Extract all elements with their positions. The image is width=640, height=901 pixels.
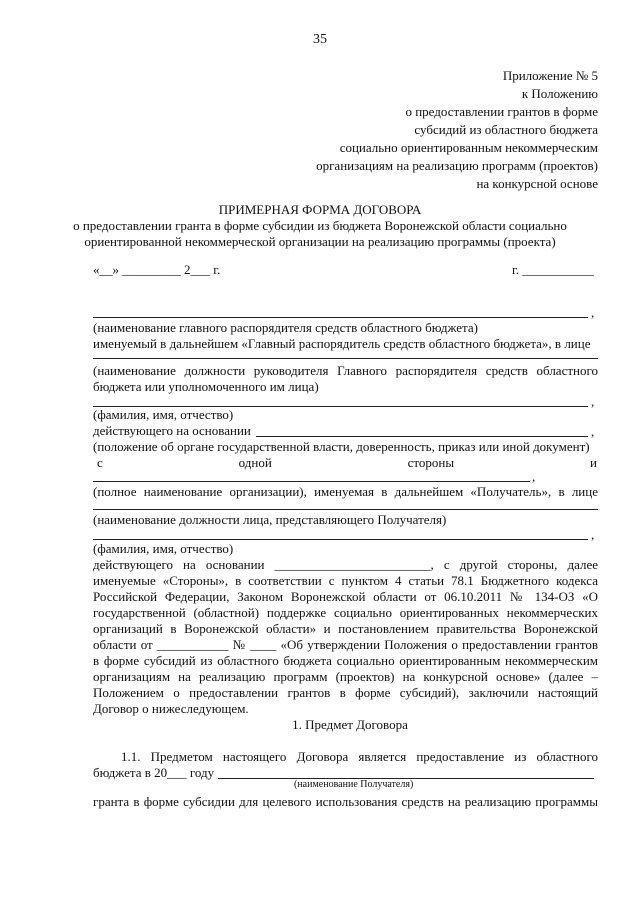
- appendix-line: о предоставлении грантов в форме: [405, 104, 598, 119]
- hint-fio: (фамилия, имя, отчество): [93, 541, 234, 556]
- hint-fio: (фамилия, имя, отчество): [93, 407, 234, 422]
- appendix-line: организациям на реализацию программ (проектов): [316, 158, 598, 173]
- paragraph-line: 1.1. Предметом настоящего Договора является предоставление из областного: [121, 749, 598, 764]
- city-field: г. ___________: [512, 262, 594, 277]
- word: с: [97, 455, 103, 470]
- document-subtitle-line: ориентированной некоммерческой организации на реализацию программы (проекта): [84, 234, 556, 249]
- hint-position-recipient: (наименование должности лица, представляющего Получателя): [93, 512, 447, 527]
- blank-line: [93, 539, 588, 540]
- appendix-block: [98, 67, 598, 193]
- hint-recipient: (наименование Получателя): [294, 779, 414, 790]
- date-field: «__» _________ 2___ г.: [93, 262, 221, 277]
- paragraph-line: именуемые «Стороны», в соответствии с пунктом 4 статьи 78.1 Бюджетного кодекса: [93, 573, 598, 588]
- blank-line: [93, 358, 598, 359]
- blank-line: [93, 317, 588, 318]
- word: стороны: [407, 455, 455, 470]
- blank-line: [93, 481, 530, 482]
- hint-position: (наименование должности руководителя Главного распорядителя средств областного: [93, 363, 598, 378]
- paragraph-line: области от ___________ № ____ «Об утверждении Положения о предоставлении грантов: [93, 637, 598, 652]
- hint-basis: (положение об органе государственной власти, доверенность, приказ или иной документ): [93, 439, 590, 454]
- acting-basis-text: действующего на основании: [93, 423, 251, 438]
- blank-line: [93, 509, 598, 510]
- paragraph-line: бюджета в 20___ году: [93, 765, 215, 780]
- paragraph-line: действующего на основании ________________________, с другой стороны, далее: [93, 557, 598, 572]
- appendix-line: Приложение № 5: [502, 68, 598, 83]
- hint-main-manager: (наименование главного распорядителя средств областного бюджета): [93, 320, 478, 335]
- section-heading: 1. Предмет Договора: [292, 717, 408, 732]
- appendix-line: на конкурсной основе: [476, 176, 598, 191]
- paragraph-line: Российской Федерации, Законом Воронежской области от 06.10.2011 № 134-ОЗ «О: [93, 589, 598, 604]
- blank-line: [256, 436, 588, 437]
- comma: ,: [591, 305, 595, 320]
- comma: ,: [532, 469, 536, 484]
- word: и: [590, 455, 597, 470]
- appendix-line: субсидий из областного бюджета: [414, 122, 598, 137]
- document-title: ПРИМЕРНАЯ ФОРМА ДОГОВОРА: [218, 202, 422, 217]
- paragraph-line: Положением о предоставлении грантов в форме субсидий), заключили настоящий: [93, 685, 598, 700]
- hint-position: бюджета или уполномоченного им лица): [93, 379, 319, 394]
- document-subtitle-line: о предоставлении гранта в форме субсидии из бюджета Воронежской области социально: [73, 218, 567, 233]
- paragraph-line: Договор о нижеследующем.: [93, 701, 249, 716]
- appendix-line: социально ориентированным некоммерческим: [339, 140, 598, 155]
- one-side-line: [97, 455, 597, 471]
- paragraph-line: гранта в форме субсидии для целевого использования средств на реализацию программы: [93, 794, 598, 809]
- page-number: 35: [313, 32, 327, 47]
- comma: ,: [591, 394, 595, 409]
- hint-org: (полное наименование организации), именуемая в дальнейшем «Получатель», в лице: [93, 484, 598, 499]
- named-main-manager-text: именуемый в дальнейшем «Главный распорядитель средств областного бюджета», в лице: [93, 336, 591, 351]
- paragraph-line: организациям на реализацию программ (проектов) на конкурсной основе» (далее –: [93, 669, 598, 684]
- appendix-line: к Положению: [521, 86, 598, 101]
- paragraph-line: в форме субсидий из областного бюджета социально ориентированным некоммерческим: [93, 653, 598, 668]
- word: одной: [238, 455, 272, 470]
- comma: ,: [591, 424, 595, 439]
- comma: ,: [591, 527, 595, 542]
- paragraph-line: организаций в Воронежской области» и постановлением правительства Воронежской: [93, 621, 598, 636]
- paragraph-line: государственной (областной) поддержке социально ориентированных некоммерческих: [93, 605, 598, 620]
